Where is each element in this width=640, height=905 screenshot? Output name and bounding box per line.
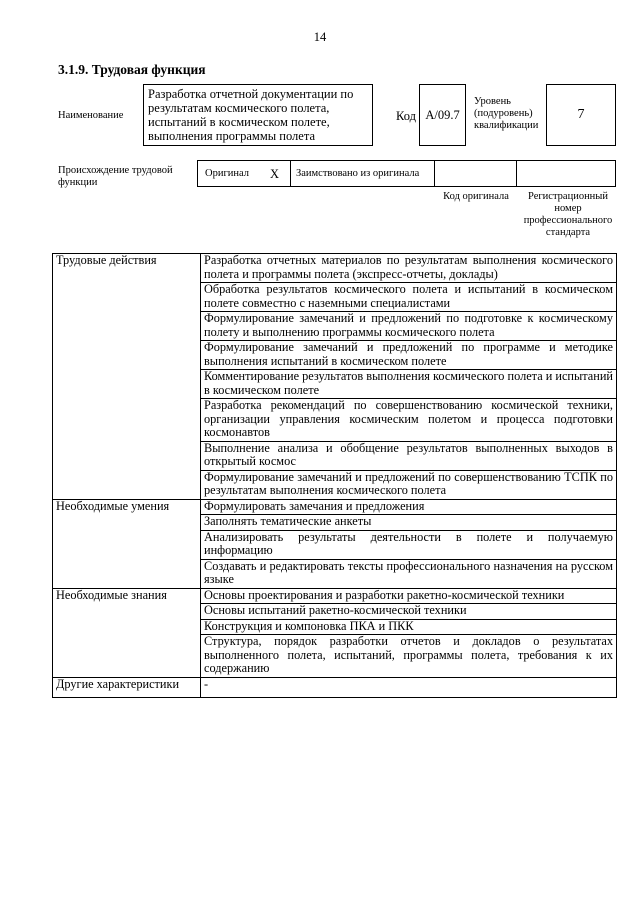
table-cell: Разработка отчетных материалов по результатам выполнения космического полета и программы полета (экспресс-отчеты, доклады) [201,254,617,283]
page-number: 14 [313,30,327,44]
divider [516,161,517,186]
table-row [53,499,617,515]
table-cell: Формулирование замечаний и предложений по подготовке к космическому полету и выполнению программы космического полета [201,312,617,341]
table-cell: Выполнение анализа и обобщение результатов выполненных выходов в открытый космос [201,441,617,470]
section-title: 3.1.9. Трудовая функция [58,62,206,77]
origin-label: Происхождение трудовой функции [58,165,173,188]
original-label: Оригинал [205,168,249,179]
table-cell: Конструкция и компоновка ПКА и ПКК [201,619,617,635]
origin-box [197,160,616,187]
code-value: А/09.7 [419,84,466,146]
level-value: 7 [546,84,616,146]
code-label: Код [396,109,416,123]
original-mark: X [270,167,280,181]
category-label: Необходимые знания [53,588,201,677]
functions-table [52,253,617,698]
table-cell: - [201,677,617,697]
table-cell: Создавать и редактировать тексты профессионального назначения на русском языке [201,559,617,588]
table-cell: Формулирование замечаний и предложений по программе и методике выполнения испытаний в космическом полете [201,341,617,370]
table-cell: Обработка результатов космического полета и испытаний в космическом полете совместно с наземными специалистами [201,283,617,312]
table-row [53,677,617,697]
table-cell: Основы испытаний ракетно-космической техники [201,604,617,620]
divider [434,161,435,186]
name-label: Наименование [58,110,124,121]
level-label: Уровень (подуровень) квалификации [474,96,539,131]
table-cell: Разработка рекомендаций по совершенствованию космической техники, организации управления космическим полетом и процесса подготовки космонавтов [201,399,617,442]
table-cell: Заполнять тематические анкеты [201,515,617,531]
table-cell: Формулировать замечания и предложения [201,499,617,515]
category-label: Необходимые умения [53,499,201,588]
divider [290,161,291,186]
table-row [53,588,617,604]
borrowed-label: Заимствовано из оригинала [296,168,420,179]
table-cell: Структура, порядок разработки отчетов и докладов о результатах выполненного полета, испытаний, программы полета, требования к их содержанию [201,635,617,678]
category-label: Другие характеристики [53,677,201,697]
reg-number-caption: Регистрационный номер профессионального стандарта [523,191,613,238]
table-cell: Комментирование результатов выполнения космического полета и испытаний в космическом полете [201,370,617,399]
table-row [53,254,617,283]
table-cell: Основы проектирования и разработки ракетно-космической техники [201,588,617,604]
name-value: Разработка отчетной документации по результатам космического полета, испытаний в космическом полете, выполнения программы полета [143,84,373,146]
code-original-caption: Код оригинала [443,191,509,202]
table-cell: Формулирование замечаний и предложений по совершенствованию ТСПК по результатам выполнения космического полета [201,470,617,499]
category-label: Трудовые действия [53,254,201,500]
table-cell: Анализировать результаты деятельности в полете и получаемую информацию [201,530,617,559]
